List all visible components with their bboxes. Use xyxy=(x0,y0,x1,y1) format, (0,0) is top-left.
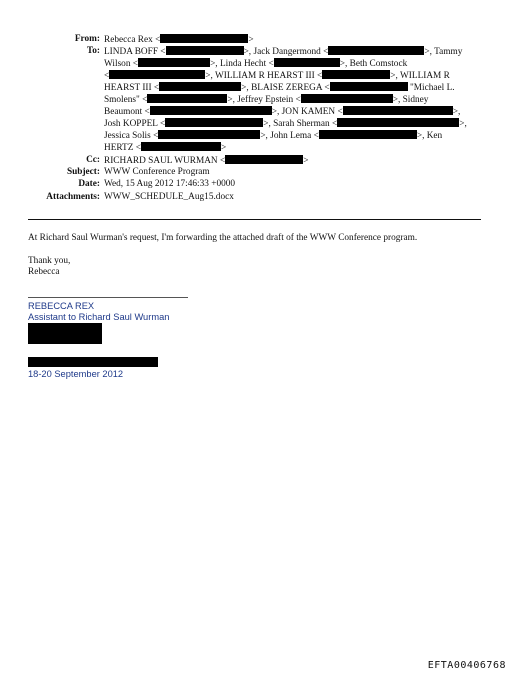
redaction-block xyxy=(274,58,340,67)
recipient-text: >, Beth Comstock xyxy=(339,59,408,69)
recipient-text: Beaumont < xyxy=(104,107,150,117)
redaction-block xyxy=(328,46,424,55)
redaction-block xyxy=(28,357,158,367)
recipient-text: >, Jeffrey Epstein < xyxy=(227,95,301,105)
recipient-text: >, Ken xyxy=(416,131,443,141)
signature-divider xyxy=(28,297,188,298)
recipient-text: >, Sarah Sherman < xyxy=(263,119,338,129)
body-paragraph: At Richard Saul Wurman's request, I'm forwarding the attached draft of the WWW Conference program. xyxy=(28,233,418,243)
redaction-block xyxy=(158,130,260,139)
to-line-5 xyxy=(104,94,428,106)
recipient-text: > xyxy=(220,143,227,153)
attachment-file[interactable]: WWW_SCHEDULE_Aug15.docx xyxy=(104,192,234,202)
recipient-text: Jessica Solis < xyxy=(104,131,159,141)
to-line-3 xyxy=(104,70,450,82)
recipient-text: HERTZ < xyxy=(104,143,141,153)
recipient-text: >, Linda Hecht < xyxy=(210,59,274,69)
recipient-text: >, John Lema < xyxy=(260,131,319,141)
to-line-7 xyxy=(104,118,467,130)
redaction-block xyxy=(343,106,453,115)
redaction-block xyxy=(319,130,417,139)
recipient-text: >, xyxy=(459,119,467,129)
recipient-text: >, Tammy xyxy=(424,47,463,57)
bates-number: EFTA00406768 xyxy=(427,660,506,671)
to-line-9 xyxy=(104,142,226,154)
redaction-block xyxy=(159,82,241,91)
cc-value xyxy=(104,155,308,167)
from-close: > xyxy=(248,35,254,45)
date-label: Date: xyxy=(78,179,100,189)
recipient-text: "Michael L. xyxy=(409,83,455,93)
recipient-text: LINDA BOFF < xyxy=(104,47,166,57)
to-line-1 xyxy=(104,46,462,58)
recipient-text: >, Sidney xyxy=(392,95,429,105)
cc-close: > xyxy=(303,156,309,166)
from-name: Rebecca Rex < xyxy=(104,35,161,45)
redaction-block xyxy=(165,118,263,127)
to-line-6 xyxy=(104,106,460,118)
cc-name: RICHARD SAUL WURMAN < xyxy=(104,156,226,166)
closing-line: Thank you, xyxy=(28,256,71,266)
recipient-text: Smolens" < xyxy=(104,95,148,105)
redaction-block xyxy=(150,106,272,115)
recipient-text: Josh KOPPEL < xyxy=(104,119,166,129)
attachments-label: Attachments: xyxy=(46,192,100,202)
redaction-block xyxy=(330,82,408,91)
recipient-text: < xyxy=(104,71,110,81)
recipient-text: >, WILLIAM R HEARST III < xyxy=(205,71,323,81)
subject-label: Subject: xyxy=(66,167,100,177)
to-line-8 xyxy=(104,130,442,142)
redaction-block xyxy=(322,70,390,79)
signature-name: REBECCA REX xyxy=(28,301,95,311)
redaction-block xyxy=(147,94,227,103)
redaction-block xyxy=(28,323,102,344)
from-label: From: xyxy=(74,34,100,44)
signature-dates: 18-20 September 2012 xyxy=(28,369,124,379)
redaction-block xyxy=(160,34,248,43)
redaction-block xyxy=(337,118,459,127)
date-value: Wed, 15 Aug 2012 17:46:33 +0000 xyxy=(104,179,236,189)
recipient-text: >, BLAISE ZEREGA < xyxy=(241,83,330,93)
redaction-block xyxy=(166,46,244,55)
redaction-block xyxy=(141,142,221,151)
header-divider xyxy=(28,219,481,220)
recipient-text: >, WILLIAM R xyxy=(390,71,450,81)
redaction-block xyxy=(109,70,205,79)
redaction-block xyxy=(138,58,210,67)
subject-value: WWW Conference Program xyxy=(104,167,210,177)
recipient-text: >, Jack Dangermond < xyxy=(243,47,329,57)
redaction-block xyxy=(225,155,303,164)
to-line-4 xyxy=(104,82,455,94)
recipient-text: Wilson < xyxy=(104,59,139,69)
redaction-block xyxy=(301,94,393,103)
sender-first-name: Rebecca xyxy=(28,267,60,277)
to-line-2 xyxy=(104,58,407,70)
recipient-text: >, xyxy=(452,107,461,117)
to-label: To: xyxy=(86,46,100,56)
recipient-text: >, JON KAMEN < xyxy=(271,107,343,117)
cc-label: Cc: xyxy=(86,155,100,165)
signature-title: Assistant to Richard Saul Wurman xyxy=(28,312,170,322)
from-value xyxy=(104,34,254,46)
recipient-text: HEARST III < xyxy=(104,83,160,93)
